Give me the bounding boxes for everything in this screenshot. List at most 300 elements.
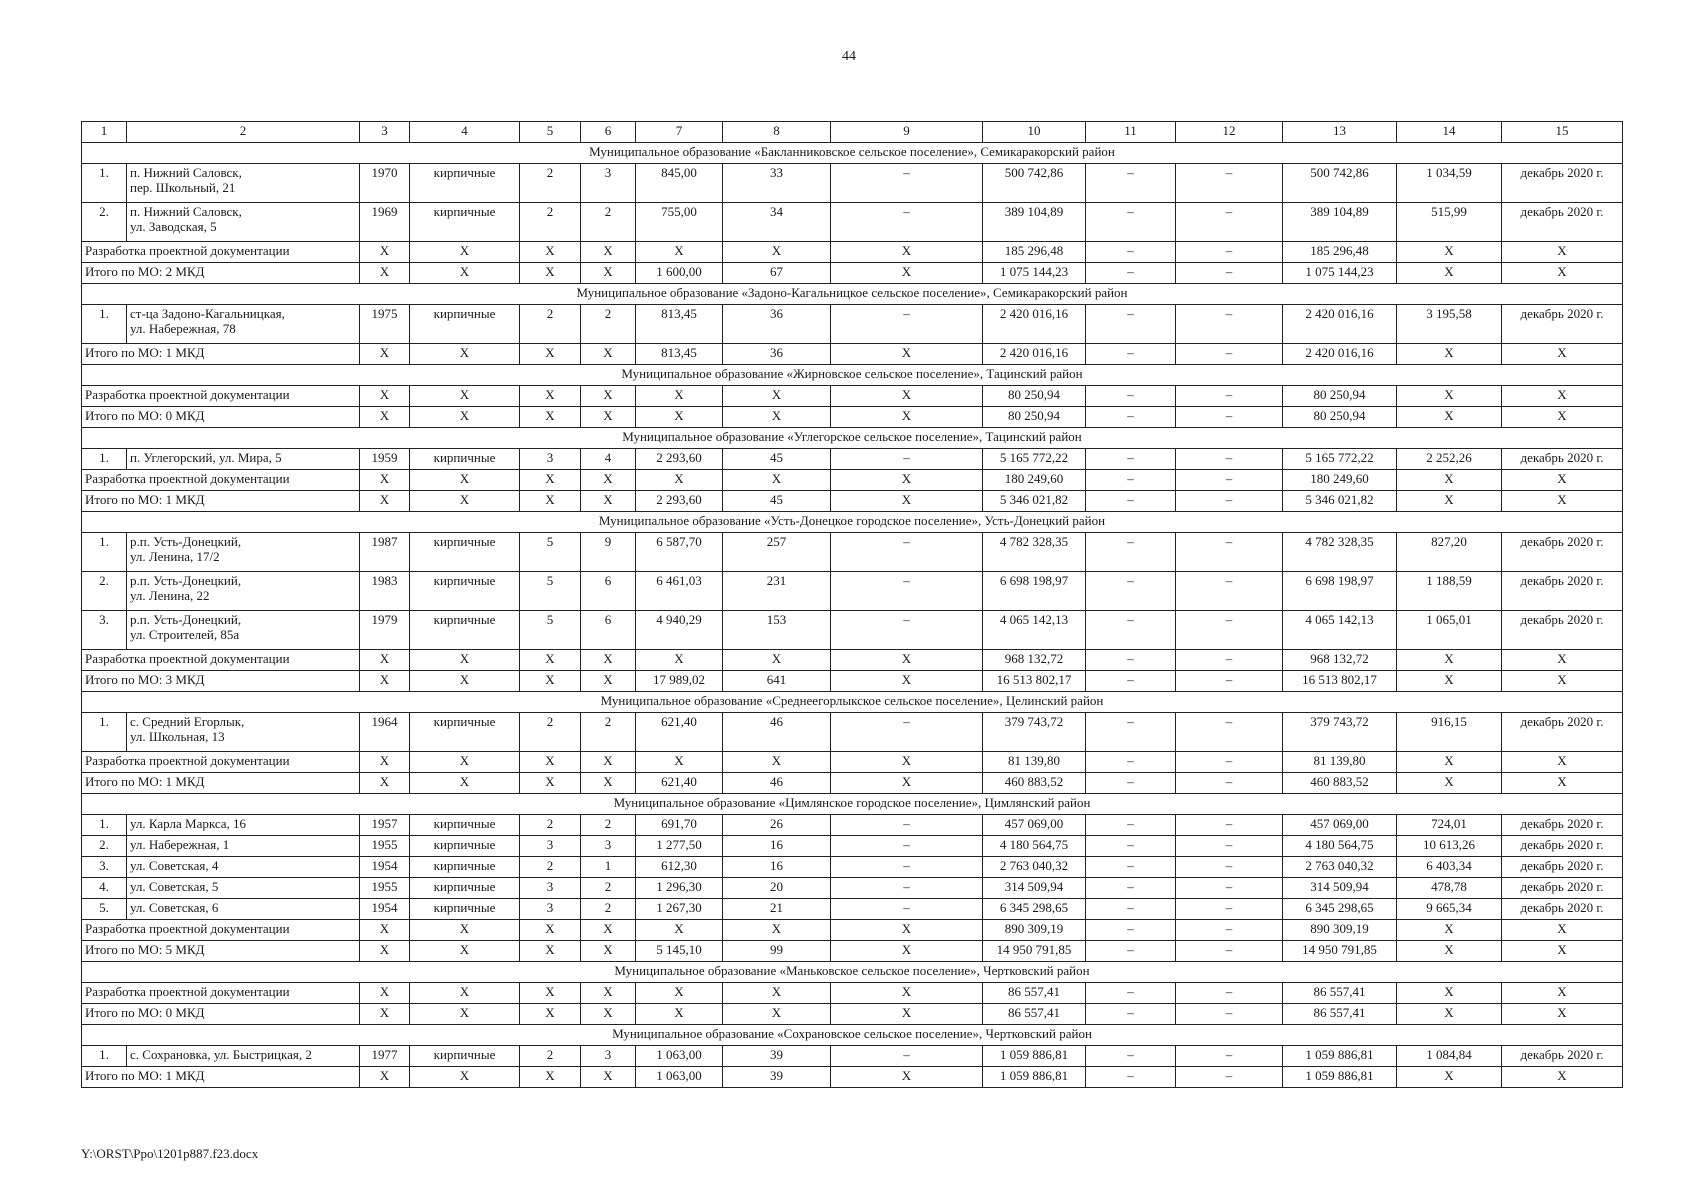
cell-col-6: 3 — [581, 1046, 636, 1067]
cell-col-5: 3 — [520, 836, 581, 857]
column-number-row — [82, 122, 1623, 143]
cell-col-12: – — [1176, 164, 1283, 203]
cell-col-11: – — [1086, 263, 1176, 284]
cell-col-10: 314 509,94 — [983, 878, 1086, 899]
summary-row — [82, 263, 1623, 284]
cell-col-12: – — [1176, 920, 1283, 941]
cell-col-7: 6 461,03 — [636, 572, 723, 611]
cell-col-13: 1 059 886,81 — [1283, 1067, 1397, 1088]
cell-col-5: 2 — [520, 203, 581, 242]
cell-col-14: 10 613,26 — [1397, 836, 1502, 857]
cell-col-10: 460 883,52 — [983, 773, 1086, 794]
cell-col-12: – — [1176, 203, 1283, 242]
cell-col-11: – — [1086, 407, 1176, 428]
cell-col-14: X — [1397, 920, 1502, 941]
cell-col-8: 231 — [723, 572, 831, 611]
cell-col-6: X — [581, 386, 636, 407]
cell-col-10: 4 180 564,75 — [983, 836, 1086, 857]
cell-col-15: декабрь 2020 г. — [1502, 572, 1623, 611]
cell-col-11: – — [1086, 983, 1176, 1004]
cell-col-4: кирпичные — [410, 611, 520, 650]
house-row — [82, 878, 1623, 899]
cell-col-10: 86 557,41 — [983, 983, 1086, 1004]
summary-row — [82, 491, 1623, 512]
cell-col-8: 46 — [723, 773, 831, 794]
cell-col-12: – — [1176, 344, 1283, 365]
cell-col-11: – — [1086, 857, 1176, 878]
cell-col-8: 39 — [723, 1046, 831, 1067]
cell-col-3: X — [360, 671, 410, 692]
cell-col-4: X — [410, 650, 520, 671]
municipality-name: Муниципальное образование «Жирновское сельское поселение», Тацинский район — [82, 365, 1623, 386]
cell-col-5: 2 — [520, 815, 581, 836]
cell-col-15: X — [1502, 1004, 1623, 1025]
cell-col-11: – — [1086, 305, 1176, 344]
cell-col-13: 6 698 198,97 — [1283, 572, 1397, 611]
cell-col-4: кирпичные — [410, 836, 520, 857]
cell-col-13: 5 346 021,82 — [1283, 491, 1397, 512]
summary-row — [82, 1004, 1623, 1025]
summary-label: Итого по МО: 5 МКД — [82, 941, 360, 962]
cell-col-3: 1957 — [360, 815, 410, 836]
cell-col-8: 26 — [723, 815, 831, 836]
cell-col-4: кирпичные — [410, 305, 520, 344]
cell-col-10: 6 345 298,65 — [983, 899, 1086, 920]
cell-col-6: 2 — [581, 899, 636, 920]
cell-col-13: 86 557,41 — [1283, 1004, 1397, 1025]
cell-col-11: – — [1086, 878, 1176, 899]
cell-col-12: – — [1176, 611, 1283, 650]
cell-col-15: X — [1502, 983, 1623, 1004]
cell-col-11: – — [1086, 671, 1176, 692]
cell-col-9: – — [831, 878, 983, 899]
cell-col-12: – — [1176, 752, 1283, 773]
cell-col-6: 6 — [581, 572, 636, 611]
cell-col-15: декабрь 2020 г. — [1502, 533, 1623, 572]
cell-col-6: X — [581, 470, 636, 491]
cell-col-6: 9 — [581, 533, 636, 572]
cell-col-11: – — [1086, 941, 1176, 962]
house-address: п. Углегорский, ул. Мира, 5 — [127, 449, 360, 470]
cell-col-4: кирпичные — [410, 203, 520, 242]
summary-label: Разработка проектной документации — [82, 386, 360, 407]
cell-col-14: X — [1397, 470, 1502, 491]
summary-label: Разработка проектной документации — [82, 752, 360, 773]
cell-col-4: X — [410, 386, 520, 407]
column-number-6: 6 — [581, 122, 636, 143]
summary-row — [82, 650, 1623, 671]
column-number-4: 4 — [410, 122, 520, 143]
cell-col-14: 1 188,59 — [1397, 572, 1502, 611]
cell-col-3: X — [360, 1067, 410, 1088]
cell-col-14: 1 034,59 — [1397, 164, 1502, 203]
cell-col-14: 6 403,34 — [1397, 857, 1502, 878]
cell-col-4: кирпичные — [410, 713, 520, 752]
municipality-heading-row — [82, 794, 1623, 815]
cell-col-12: – — [1176, 470, 1283, 491]
cell-col-14: X — [1397, 1004, 1502, 1025]
cell-col-12: – — [1176, 1067, 1283, 1088]
cell-col-7: 845,00 — [636, 164, 723, 203]
summary-label: Итого по МО: 2 МКД — [82, 263, 360, 284]
cell-col-14: 916,15 — [1397, 713, 1502, 752]
cell-col-9: – — [831, 836, 983, 857]
row-number: 2. — [82, 572, 127, 611]
cell-col-5: X — [520, 1067, 581, 1088]
cell-col-7: X — [636, 920, 723, 941]
cell-col-3: X — [360, 650, 410, 671]
column-number-12: 12 — [1176, 122, 1283, 143]
cell-col-4: X — [410, 491, 520, 512]
cell-col-14: X — [1397, 941, 1502, 962]
cell-col-9: – — [831, 164, 983, 203]
cell-col-6: X — [581, 242, 636, 263]
cell-col-5: 5 — [520, 572, 581, 611]
cell-col-7: 17 989,02 — [636, 671, 723, 692]
cell-col-9: – — [831, 899, 983, 920]
cell-col-12: – — [1176, 983, 1283, 1004]
cell-col-7: X — [636, 650, 723, 671]
cell-col-3: 1987 — [360, 533, 410, 572]
cell-col-14: X — [1397, 263, 1502, 284]
cell-col-10: 6 698 198,97 — [983, 572, 1086, 611]
summary-row — [82, 407, 1623, 428]
cell-col-6: 1 — [581, 857, 636, 878]
cell-col-9: X — [831, 386, 983, 407]
cell-col-8: 641 — [723, 671, 831, 692]
column-number-11: 11 — [1086, 122, 1176, 143]
cell-col-5: 3 — [520, 449, 581, 470]
summary-row — [82, 983, 1623, 1004]
cell-col-3: 1955 — [360, 836, 410, 857]
cell-col-3: X — [360, 920, 410, 941]
table-body — [82, 122, 1623, 1088]
cell-col-15: X — [1502, 386, 1623, 407]
cell-col-11: – — [1086, 242, 1176, 263]
cell-col-5: X — [520, 983, 581, 1004]
column-number-13: 13 — [1283, 122, 1397, 143]
cell-col-13: 16 513 802,17 — [1283, 671, 1397, 692]
row-number: 1. — [82, 713, 127, 752]
cell-col-10: 81 139,80 — [983, 752, 1086, 773]
cell-col-10: 890 309,19 — [983, 920, 1086, 941]
cell-col-5: X — [520, 491, 581, 512]
summary-label: Разработка проектной документации — [82, 920, 360, 941]
cell-col-7: 1 063,00 — [636, 1046, 723, 1067]
cell-col-12: – — [1176, 449, 1283, 470]
cell-col-4: кирпичные — [410, 899, 520, 920]
row-number: 1. — [82, 449, 127, 470]
cell-col-15: декабрь 2020 г. — [1502, 305, 1623, 344]
cell-col-11: – — [1086, 752, 1176, 773]
cell-col-6: 2 — [581, 305, 636, 344]
cell-col-15: декабрь 2020 г. — [1502, 857, 1623, 878]
cell-col-9: X — [831, 920, 983, 941]
cell-col-6: X — [581, 1067, 636, 1088]
municipality-name: Муниципальное образование «Углегорское сельское поселение», Тацинский район — [82, 428, 1623, 449]
cell-col-8: X — [723, 920, 831, 941]
cell-col-9: X — [831, 650, 983, 671]
cell-col-15: X — [1502, 650, 1623, 671]
cell-col-7: 813,45 — [636, 305, 723, 344]
cell-col-12: – — [1176, 941, 1283, 962]
cell-col-4: X — [410, 1004, 520, 1025]
row-number: 5. — [82, 899, 127, 920]
cell-col-3: 1955 — [360, 878, 410, 899]
cell-col-5: 2 — [520, 164, 581, 203]
cell-col-10: 185 296,48 — [983, 242, 1086, 263]
housing-table — [81, 121, 1623, 1088]
column-number-7: 7 — [636, 122, 723, 143]
cell-col-5: X — [520, 470, 581, 491]
municipality-heading-row — [82, 143, 1623, 164]
cell-col-10: 2 763 040,32 — [983, 857, 1086, 878]
column-number-15: 15 — [1502, 122, 1623, 143]
cell-col-15: декабрь 2020 г. — [1502, 899, 1623, 920]
cell-col-7: 1 267,30 — [636, 899, 723, 920]
cell-col-15: X — [1502, 344, 1623, 365]
cell-col-3: X — [360, 386, 410, 407]
cell-col-10: 5 165 772,22 — [983, 449, 1086, 470]
cell-col-5: X — [520, 344, 581, 365]
municipality-heading-row — [82, 284, 1623, 305]
house-address: ст-ца Задоно-Кагальницкая, ул. Набережная, 78 — [127, 305, 360, 344]
cell-col-13: 314 509,94 — [1283, 878, 1397, 899]
cell-col-6: 3 — [581, 836, 636, 857]
cell-col-4: X — [410, 470, 520, 491]
cell-col-10: 5 346 021,82 — [983, 491, 1086, 512]
cell-col-11: – — [1086, 773, 1176, 794]
cell-col-4: X — [410, 407, 520, 428]
cell-col-5: X — [520, 242, 581, 263]
cell-col-3: X — [360, 470, 410, 491]
cell-col-8: 33 — [723, 164, 831, 203]
file-path-footer: Y:\ORST\Ppo\1201p887.f23.docx — [81, 1146, 259, 1161]
cell-col-12: – — [1176, 878, 1283, 899]
summary-label: Разработка проектной документации — [82, 650, 360, 671]
row-number: 1. — [82, 533, 127, 572]
cell-col-14: 827,20 — [1397, 533, 1502, 572]
cell-col-14: X — [1397, 344, 1502, 365]
cell-col-3: X — [360, 1004, 410, 1025]
row-number: 1. — [82, 164, 127, 203]
cell-col-3: X — [360, 752, 410, 773]
cell-col-13: 185 296,48 — [1283, 242, 1397, 263]
cell-col-7: 612,30 — [636, 857, 723, 878]
house-row — [82, 857, 1623, 878]
summary-row — [82, 941, 1623, 962]
cell-col-13: 4 065 142,13 — [1283, 611, 1397, 650]
summary-label: Итого по МО: 1 МКД — [82, 1067, 360, 1088]
cell-col-6: X — [581, 263, 636, 284]
cell-col-9: – — [831, 1046, 983, 1067]
cell-col-14: 9 665,34 — [1397, 899, 1502, 920]
cell-col-8: 99 — [723, 941, 831, 962]
cell-col-9: X — [831, 470, 983, 491]
cell-col-3: X — [360, 773, 410, 794]
cell-col-4: кирпичные — [410, 857, 520, 878]
summary-label: Разработка проектной документации — [82, 470, 360, 491]
cell-col-9: – — [831, 449, 983, 470]
cell-col-6: X — [581, 983, 636, 1004]
cell-col-14: X — [1397, 752, 1502, 773]
cell-col-7: 4 940,29 — [636, 611, 723, 650]
cell-col-10: 389 104,89 — [983, 203, 1086, 242]
house-address: ул. Карла Маркса, 16 — [127, 815, 360, 836]
cell-col-6: 2 — [581, 815, 636, 836]
cell-col-8: 21 — [723, 899, 831, 920]
cell-col-3: 1964 — [360, 713, 410, 752]
row-number: 4. — [82, 878, 127, 899]
cell-col-8: 257 — [723, 533, 831, 572]
cell-col-4: кирпичные — [410, 164, 520, 203]
column-number-14: 14 — [1397, 122, 1502, 143]
cell-col-13: 80 250,94 — [1283, 386, 1397, 407]
cell-col-3: X — [360, 263, 410, 284]
cell-col-8: 20 — [723, 878, 831, 899]
cell-col-13: 389 104,89 — [1283, 203, 1397, 242]
summary-row — [82, 1067, 1623, 1088]
summary-label: Итого по МО: 1 МКД — [82, 344, 360, 365]
cell-col-13: 379 743,72 — [1283, 713, 1397, 752]
municipality-name: Муниципальное образование «Цимлянское городское поселение», Цимлянский район — [82, 794, 1623, 815]
cell-col-12: – — [1176, 836, 1283, 857]
cell-col-14: X — [1397, 1067, 1502, 1088]
cell-col-8: X — [723, 407, 831, 428]
cell-col-14: X — [1397, 491, 1502, 512]
cell-col-10: 379 743,72 — [983, 713, 1086, 752]
cell-col-9: X — [831, 344, 983, 365]
cell-col-6: X — [581, 671, 636, 692]
cell-col-10: 86 557,41 — [983, 1004, 1086, 1025]
cell-col-11: – — [1086, 386, 1176, 407]
cell-col-15: X — [1502, 491, 1623, 512]
cell-col-7: 1 277,50 — [636, 836, 723, 857]
row-number: 1. — [82, 305, 127, 344]
house-row — [82, 203, 1623, 242]
cell-col-9: – — [831, 572, 983, 611]
cell-col-12: – — [1176, 671, 1283, 692]
cell-col-5: X — [520, 920, 581, 941]
cell-col-12: – — [1176, 1004, 1283, 1025]
cell-col-3: X — [360, 407, 410, 428]
cell-col-5: 5 — [520, 533, 581, 572]
house-address: п. Нижний Саловск, ул. Заводская, 5 — [127, 203, 360, 242]
cell-col-7: 1 296,30 — [636, 878, 723, 899]
cell-col-4: кирпичные — [410, 449, 520, 470]
cell-col-11: – — [1086, 449, 1176, 470]
municipality-name: Муниципальное образование «Маньковское сельское поселение», Чертковский район — [82, 962, 1623, 983]
column-number-3: 3 — [360, 122, 410, 143]
cell-col-6: X — [581, 941, 636, 962]
cell-col-10: 1 059 886,81 — [983, 1067, 1086, 1088]
cell-col-14: 1 065,01 — [1397, 611, 1502, 650]
cell-col-6: X — [581, 920, 636, 941]
cell-col-8: 36 — [723, 344, 831, 365]
cell-col-14: 1 084,84 — [1397, 1046, 1502, 1067]
cell-col-11: – — [1086, 650, 1176, 671]
cell-col-15: декабрь 2020 г. — [1502, 164, 1623, 203]
column-number-2: 2 — [127, 122, 360, 143]
house-row — [82, 533, 1623, 572]
cell-col-6: X — [581, 650, 636, 671]
cell-col-6: 2 — [581, 203, 636, 242]
cell-col-12: – — [1176, 857, 1283, 878]
municipality-name: Муниципальное образование «Среднеегорлыкское сельское поселение», Целинский район — [82, 692, 1623, 713]
cell-col-11: – — [1086, 344, 1176, 365]
cell-col-7: 2 293,60 — [636, 449, 723, 470]
cell-col-15: декабрь 2020 г. — [1502, 611, 1623, 650]
cell-col-14: X — [1397, 983, 1502, 1004]
cell-col-4: X — [410, 773, 520, 794]
cell-col-4: X — [410, 263, 520, 284]
cell-col-9: – — [831, 815, 983, 836]
cell-col-4: X — [410, 983, 520, 1004]
cell-col-9: – — [831, 305, 983, 344]
house-address: ул. Набережная, 1 — [127, 836, 360, 857]
house-address: п. Нижний Саловск, пер. Школьный, 21 — [127, 164, 360, 203]
cell-col-5: X — [520, 263, 581, 284]
cell-col-5: X — [520, 386, 581, 407]
cell-col-8: 34 — [723, 203, 831, 242]
house-row — [82, 1046, 1623, 1067]
cell-col-4: кирпичные — [410, 1046, 520, 1067]
column-number-9: 9 — [831, 122, 983, 143]
cell-col-10: 80 250,94 — [983, 386, 1086, 407]
cell-col-10: 1 075 144,23 — [983, 263, 1086, 284]
cell-col-13: 500 742,86 — [1283, 164, 1397, 203]
house-row — [82, 836, 1623, 857]
row-number: 3. — [82, 611, 127, 650]
cell-col-12: – — [1176, 263, 1283, 284]
cell-col-12: – — [1176, 407, 1283, 428]
column-number-5: 5 — [520, 122, 581, 143]
cell-col-8: X — [723, 242, 831, 263]
cell-col-3: X — [360, 491, 410, 512]
cell-col-10: 16 513 802,17 — [983, 671, 1086, 692]
cell-col-13: 2 420 016,16 — [1283, 344, 1397, 365]
house-address: ул. Советская, 4 — [127, 857, 360, 878]
cell-col-5: X — [520, 752, 581, 773]
cell-col-12: – — [1176, 386, 1283, 407]
row-number: 2. — [82, 836, 127, 857]
house-row — [82, 815, 1623, 836]
cell-col-14: 2 252,26 — [1397, 449, 1502, 470]
cell-col-15: X — [1502, 671, 1623, 692]
cell-col-12: – — [1176, 815, 1283, 836]
cell-col-7: X — [636, 470, 723, 491]
cell-col-9: X — [831, 941, 983, 962]
cell-col-4: X — [410, 344, 520, 365]
summary-row — [82, 242, 1623, 263]
cell-col-10: 2 420 016,16 — [983, 305, 1086, 344]
cell-col-4: X — [410, 941, 520, 962]
municipality-heading-row — [82, 428, 1623, 449]
cell-col-3: X — [360, 983, 410, 1004]
cell-col-11: – — [1086, 164, 1176, 203]
cell-col-8: 16 — [723, 857, 831, 878]
cell-col-9: X — [831, 263, 983, 284]
cell-col-15: декабрь 2020 г. — [1502, 1046, 1623, 1067]
house-address: ул. Советская, 6 — [127, 899, 360, 920]
cell-col-8: X — [723, 650, 831, 671]
cell-col-10: 500 742,86 — [983, 164, 1086, 203]
cell-col-14: X — [1397, 671, 1502, 692]
cell-col-7: 6 587,70 — [636, 533, 723, 572]
house-row — [82, 449, 1623, 470]
cell-col-6: X — [581, 1004, 636, 1025]
cell-col-5: X — [520, 407, 581, 428]
